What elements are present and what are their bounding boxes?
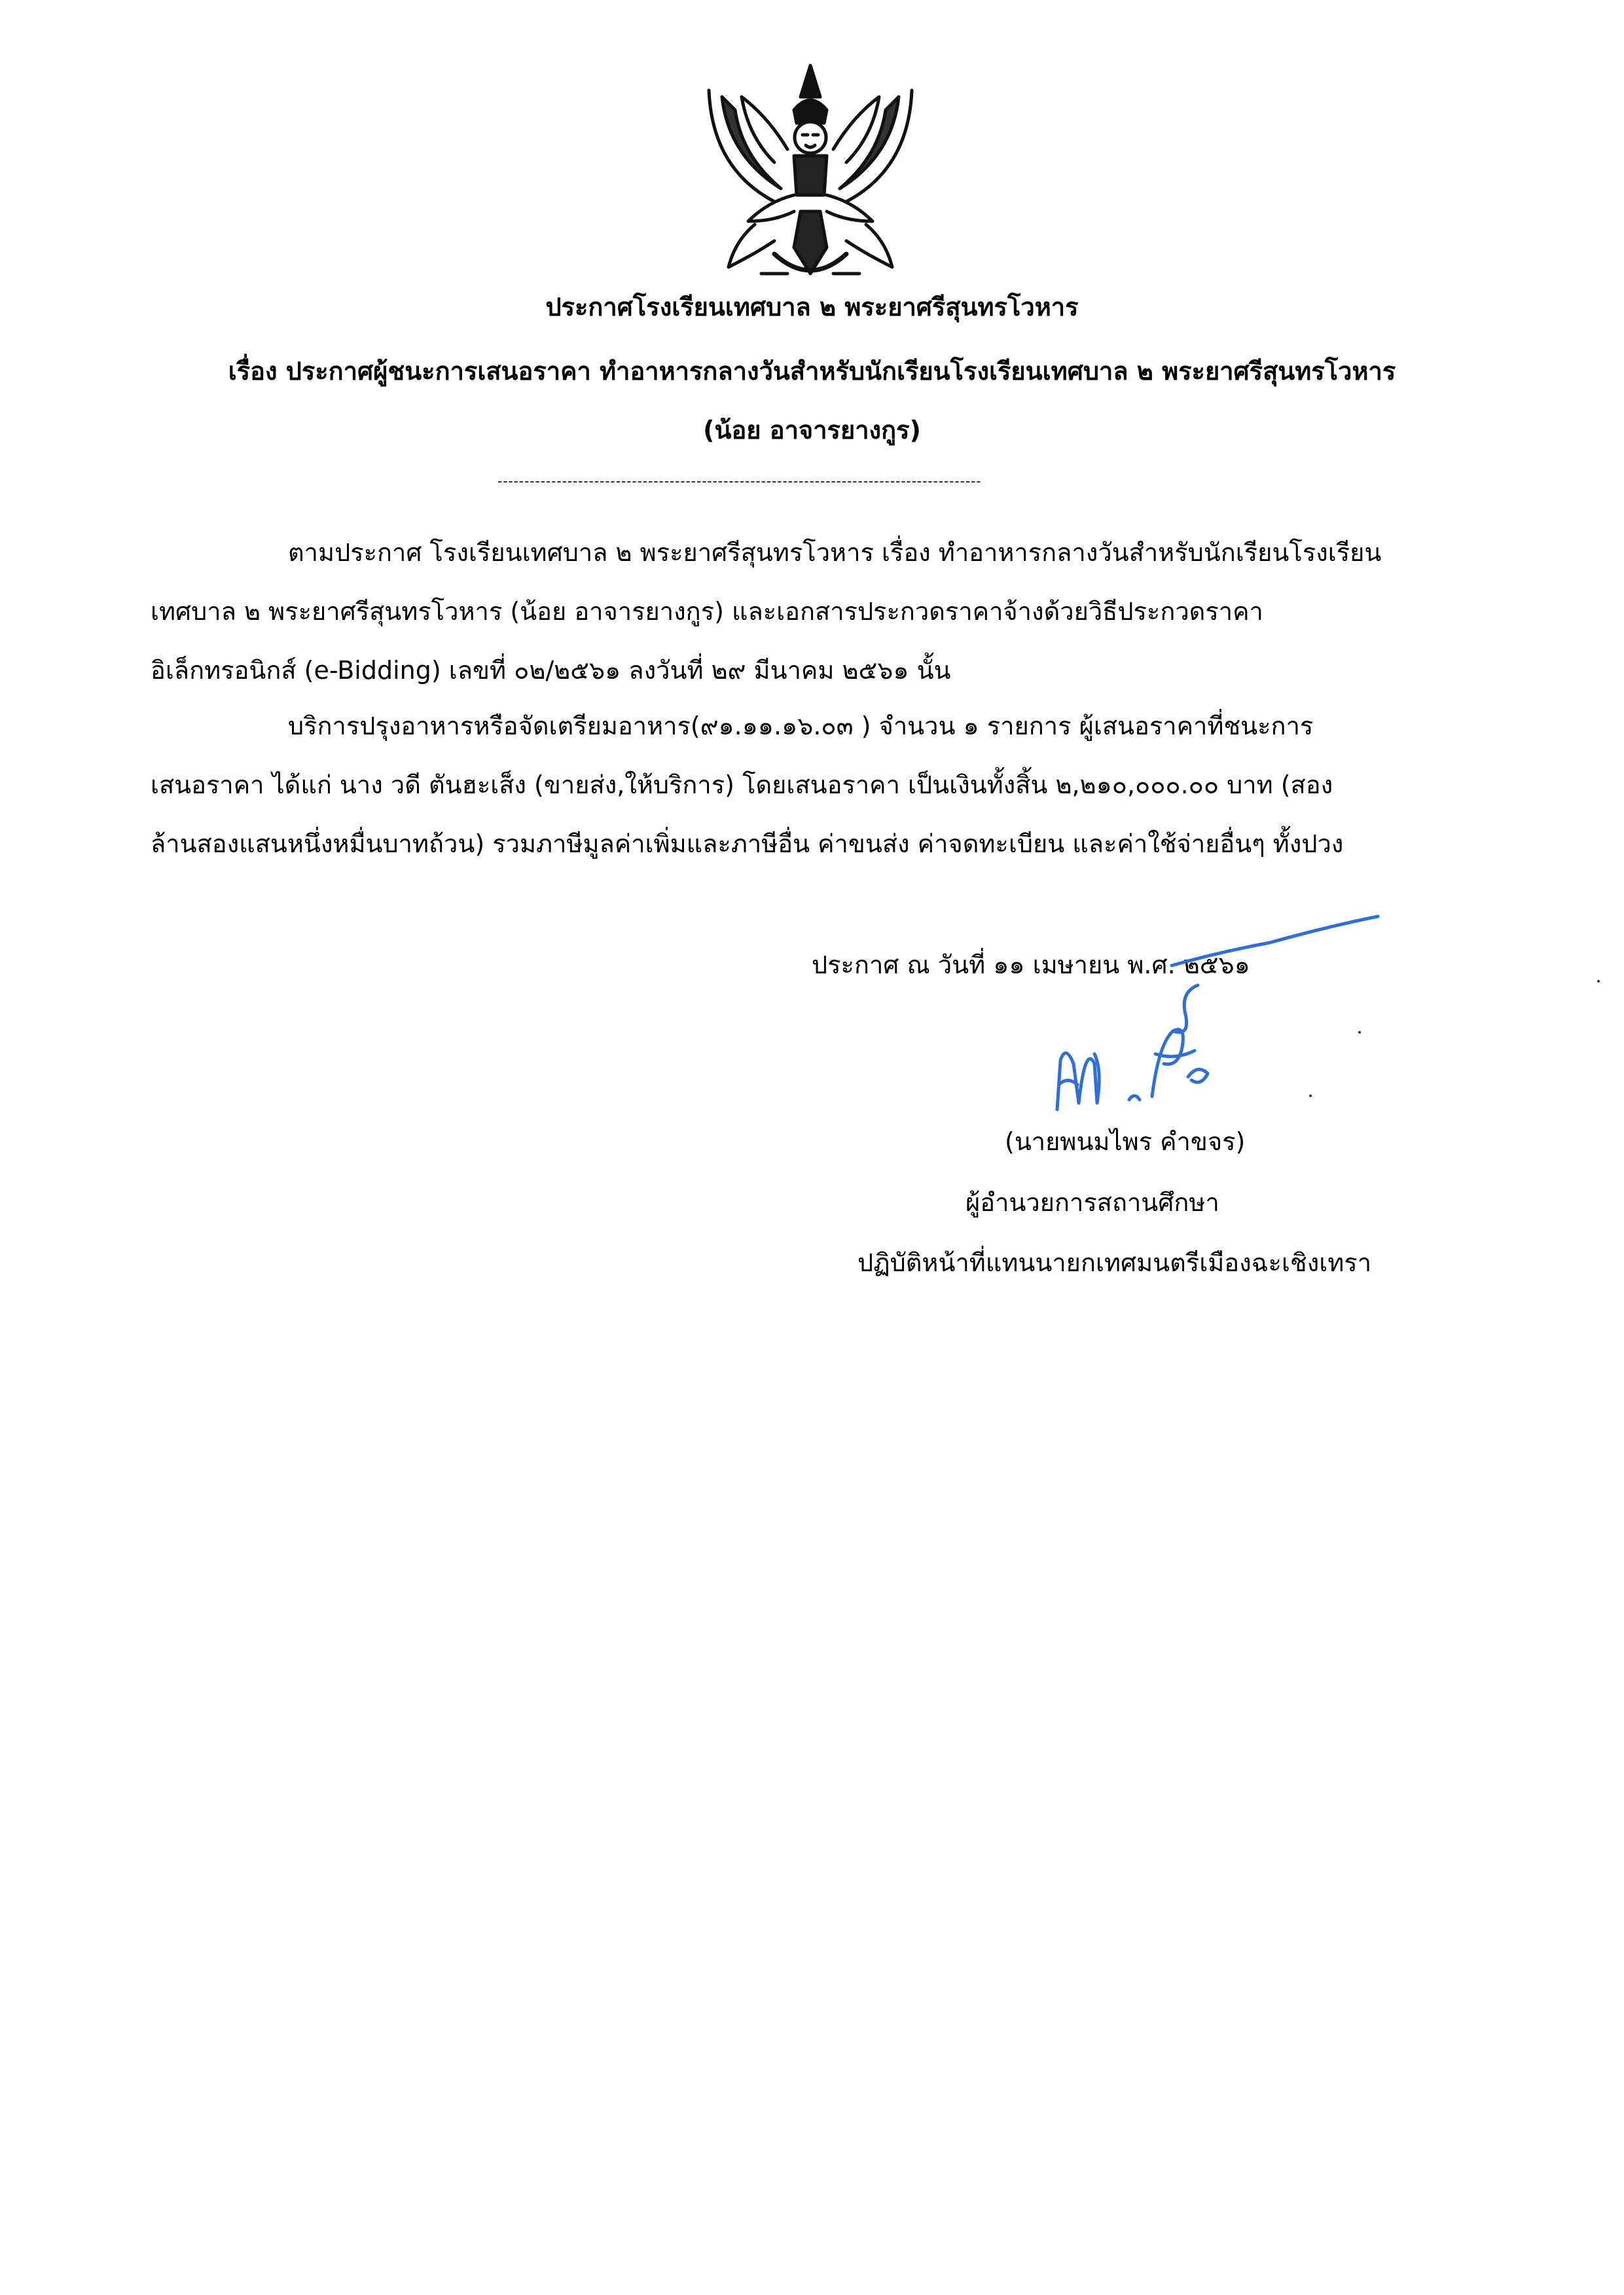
handwritten-signature <box>1021 913 1388 1129</box>
body-paragraph-1-line-1: ตามประกาศ โรงเรียนเทศบาล ๒ พระยาศรีสุนทรโวหาร เรื่อง ทำอาหารกลางวันสำหรับนักเรียนโรงเรียน <box>288 538 1382 567</box>
signer-position: ผู้อำนวยการสถานศึกษา <box>965 1188 1219 1217</box>
announcement-subject: เรื่อง ประกาศผู้ชนะการเสนอราคา ทำอาหารกลางวันสำหรับนักเรียนโรงเรียนเทศบาล ๒ พระยาศรีสุนทรโวหาร <box>228 357 1396 386</box>
separator-line: ------------------------------------------------------------------------------------------ <box>497 473 982 489</box>
signer-name: (นายพนมไพร คำขจร) <box>1005 1127 1246 1156</box>
body-paragraph-1-line-2: เทศบาล ๒ พระยาศรีสุนทรโวหาร (น้อย อาจารยางกูร) และเอกสารประกวดราคาจ้างด้วยวิธีประกวดราคา <box>151 597 1263 626</box>
announcement-title: ประกาศโรงเรียนเทศบาล ๒ พระยาศรีสุนทรโวหาร <box>545 293 1079 321</box>
body-paragraph-2-line-1: บริการปรุงอาหารหรือจัดเตรียมอาหาร(๙๑.๑๑.๑๖.๐๓ ) จำนวน ๑ รายการ ผู้เสนอราคาที่ชนะการ <box>288 712 1314 740</box>
signer-acting-position: ปฏิบัติหน้าที่แทนนายกเทศมนตรีเมืองฉะเชิงเทรา <box>857 1248 1372 1277</box>
body-paragraph-2-line-3: ล้านสองแสนหนึ่งหมื่นบาทถ้วน) รวมภาษีมูลค่าเพิ่มและภาษีอื่น ค่าขนส่ง ค่าจดทะเบียน และค่าใช้จ่ายอื่นๆ ทั้งปวง <box>151 829 1344 858</box>
announcement-date: ประกาศ ณ วันที่ ๑๑ เมษายน พ.ศ. ๒๕๖๑ <box>812 950 1250 979</box>
announcement-subject-continued: (น้อย อาจารยางกูร) <box>703 416 921 444</box>
body-paragraph-2-line-2: เสนอราคา ได้แก่ นาง วดี ตันฮะเส็ง (ขายส่ง,ให้บริการ) โดยเสนอราคา เป็นเงินทั้งสิ้น ๒,๒๑๐,๐๐๐.๐๐ บาท (สอง <box>151 770 1333 799</box>
scan-speck <box>1309 1094 1312 1097</box>
body-paragraph-1-line-3: อิเล็กทรอนิกส์ (e-Bidding) เลขที่ ๐๒/๒๕๖๑ ลงวันที่ ๒๙ มีนาคม ๒๕๖๑ นั้น <box>151 656 951 685</box>
scan-speck <box>1597 980 1600 983</box>
scan-speck <box>1358 1031 1361 1034</box>
garuda-emblem-icon <box>696 58 925 290</box>
